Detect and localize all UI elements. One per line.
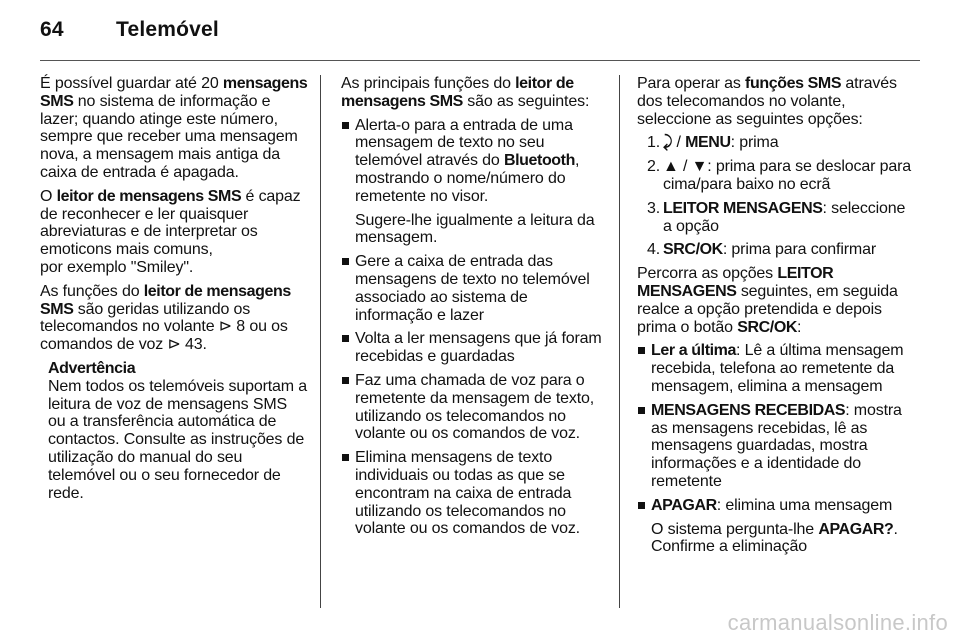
text: Volta a ler mensagens que já foram recebidas e guardadas: [355, 330, 602, 366]
paragraph: [40, 75, 308, 182]
bold-term: MENU: [685, 134, 731, 152]
bold-term: APAGAR: [651, 496, 717, 514]
text: Percorra as opções: [637, 265, 778, 283]
text: É possível guardar até 20: [40, 75, 223, 92]
options-list: [637, 342, 912, 556]
list-item: [341, 449, 608, 538]
header-rule: [40, 60, 920, 61]
list-item: [341, 372, 608, 443]
text: ▲ / ▼: prima para se deslocar para cima/para baixo no ecrã: [663, 158, 912, 193]
bold-term: LEITOR MENSAGENS: [663, 199, 823, 217]
step-item: [637, 200, 912, 236]
paragraph: [40, 188, 308, 277]
bold-term: funções SMS: [745, 75, 842, 92]
page-number: 64: [40, 18, 64, 41]
sub-text: [651, 521, 912, 557]
text: Alerta-o para a entrada de uma mensagem de texto no seu telemóvel através do: [355, 116, 573, 170]
list-item: [637, 497, 912, 556]
bold-term: leitor de mensagens SMS: [40, 282, 291, 318]
page-reference[interactable]: 8 ou os comandos de voz: [40, 318, 288, 354]
bold-term: LEITOR MENSAGENS: [637, 265, 834, 300]
list-item: [341, 117, 608, 248]
text: Faz uma chamada de voz para o remetente da mensagem de texto, utilizando os telecomandos no volante ou os comandos de voz.: [355, 371, 595, 443]
paragraph: [637, 75, 912, 128]
text: : Lê a última mensagem recebida, telefona ao remetente da mensagem, elimina a mensagem: [651, 342, 904, 395]
list-item: [341, 253, 608, 324]
step-item: [637, 241, 912, 259]
text: : elimina uma mensagem: [716, 496, 893, 514]
bold-term: leitor de mensagens SMS: [56, 187, 242, 205]
text: , mostrando o nome/número do remetente no visor.: [355, 152, 580, 205]
warning-note: [48, 360, 308, 502]
text: As principais funções do: [341, 75, 516, 92]
steps-list: [637, 134, 912, 259]
text: são as seguintes:: [462, 92, 590, 110]
text: As funções do: [40, 282, 144, 300]
column-3: [637, 75, 912, 562]
bold-term: leitor de mensagens SMS: [341, 75, 574, 110]
text: O: [40, 187, 57, 205]
text: : seleccione a opção: [663, 199, 906, 235]
bold-term: mensagens SMS: [40, 75, 308, 110]
paragraph: [637, 265, 912, 336]
step-number: 1.: [647, 134, 661, 152]
text: através dos telecomandos no volante, seleccione as seguintes opções:: [637, 75, 897, 128]
feature-list: [341, 117, 608, 539]
bold-term: MENSAGENS RECEBIDAS: [651, 401, 846, 419]
column-1: [40, 75, 308, 502]
text: no sistema de informação e lazer; quando atinge este número, sempre que receber uma mensagem nova, a mensagem mais antiga da caixa de entrada é apagada.: [40, 92, 298, 181]
sub-text: Sugere-lhe igualmente a leitura da mensagem.: [355, 211, 595, 247]
step-item: [637, 158, 912, 194]
bold-term: Ler a última: [651, 342, 737, 360]
phone-icon: ⤸: [663, 134, 673, 152]
bold-term: SRC/OK: [663, 241, 723, 259]
page-header: [40, 18, 219, 42]
bold-term: SRC/OK: [737, 318, 798, 336]
note-text: Nem todos os telemóveis suportam a leitura de voz de mensagens SMS ou a transferência automática de contactos. Consulte as instruções de utilização do manual do seu telemóvel ou o seu fornecedor de rede.: [48, 377, 308, 502]
text: por exemplo "Smiley".: [40, 258, 194, 276]
page-reference-icon[interactable]: ⊳: [218, 318, 233, 336]
list-item: [341, 330, 608, 366]
column-2: [341, 75, 608, 544]
text: : mostra as mensagens recebidas, lê as mensagens guardadas, mostra informações e a identidade do remetente: [651, 401, 902, 490]
text: são geridas utilizando os telecomandos no volante: [40, 300, 251, 336]
watermark: carmanualsonline.info: [727, 610, 948, 635]
step-number: 4.: [647, 241, 661, 259]
bold-term: APAGAR?: [818, 520, 894, 538]
list-item: [637, 342, 912, 395]
text: Gere a caixa de entrada das mensagens de texto no telemóvel associado ao sistema de informação e lazer: [355, 253, 590, 324]
text: Elimina mensagens de texto individuais ou todas as que se encontram na caixa de entrada utilizando os telecomandos no volante ou os comandos de voz.: [355, 449, 580, 538]
step-number: 2.: [647, 158, 661, 176]
text: /: [672, 134, 686, 152]
column-divider: [320, 75, 321, 608]
bold-term: Bluetooth: [503, 152, 575, 170]
page-title: Telemóvel: [116, 18, 219, 41]
text: é capaz de reconhecer e ler quaisquer abreviaturas e de interpretar os emoticons mais comuns,: [40, 187, 301, 259]
text: : prima: [730, 134, 779, 152]
step-number: 3.: [647, 199, 661, 217]
page-reference-icon[interactable]: ⊳: [167, 336, 181, 354]
column-divider: [619, 75, 620, 608]
paragraph: [341, 75, 608, 111]
text: O sistema pergunta-lhe: [651, 520, 819, 538]
list-item: [637, 402, 912, 491]
text: . Confirme a eliminação: [651, 520, 898, 556]
text: Para operar as: [637, 75, 746, 92]
paragraph: As funções do leitor de mensagens SMS são geridas utilizando os telecomandos no volante ⊳ 8 ou os comandos de voz ⊳ 43.: [40, 282, 291, 354]
note-title: Advertência: [48, 359, 136, 377]
text: : prima para confirmar: [722, 241, 877, 259]
step-item: [637, 134, 912, 152]
text: seguintes, em seguida realce a opção pretendida e depois prima o botão: [637, 282, 898, 336]
text: :: [797, 318, 802, 336]
